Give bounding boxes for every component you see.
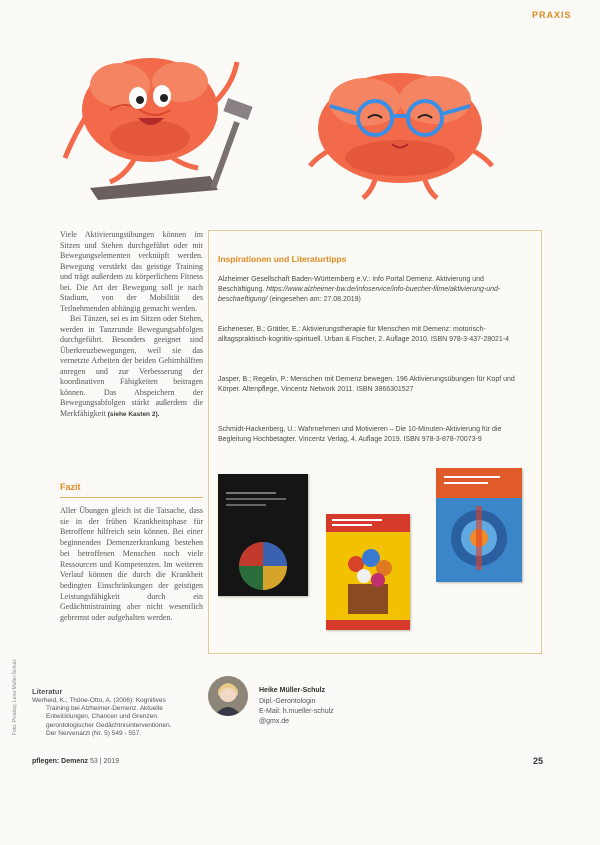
literature-entry: Werheid, K.; Thöne-Otto, A. (2006): Kognitives Training bei Alzheimer-Demenz. Aktuelle Entwicklungen, Chancen und Grenzen gerontologischer Gedächtnisinterventionen. Der Nervenarzt (Nr. 5) 549 - 557. <box>32 697 172 737</box>
author-avatar <box>208 676 248 716</box>
author-email-domain[interactable]: @gmx.de <box>259 718 290 725</box>
section-label: PRAXIS <box>532 10 572 20</box>
tip-suffix: (eingesehen am: 27.08.2019) <box>269 296 361 303</box>
fazit-paragraph: Aller Übungen gleich ist die Tatsache, dass sie in der frühen Krankheitsphase für Betroffene hilfreich sein können. Bei einer beginnenden Demenzerkrankung bestehen bei betroffenen Menschen noch viele Ressourcen und Kompetenzen. Im weiteren Verlauf können die durch die Krankheit bedingten Einschränkungen der geistigen Leistungsfähigkeit durch ein Gedächtnistraining aber nicht wesentlich gebremst oder aufgehalten werden. <box>60 506 203 623</box>
literature-heading: Literatur <box>32 687 63 696</box>
issue-number: 53 | 2019 <box>89 758 120 765</box>
book-cover-2 <box>326 514 410 630</box>
book-cover-3 <box>436 468 522 582</box>
glasses-brain-icon <box>310 73 492 198</box>
body-paragraph-2-text: Bei Tänzen, sei es im Sitzen oder Stehen, werden in Tanzrunde Bewegungsabfolgen durchgeführt. Besonders geeignet sind Überkreuzbewegungen, weil sie das vernetzte Arbeiten der beiden Gehirnhälften anregen und zur Verbesserung der koordinativen Fähigkeiten beitragen können. Das Abspeichern der Bewegungsabfolgen stärkt außerdem die Merkfähigkeit <box>60 314 203 418</box>
tip-url[interactable]: https://www.alzheimer-bw.de/infoservice/info-buecher-filme/aktivierung-und-beschaeftigung/ <box>218 286 501 303</box>
fazit-divider <box>60 497 203 498</box>
brain-illustration <box>40 40 570 220</box>
tip-item <box>218 375 530 395</box>
tip-item <box>218 275 530 305</box>
tip-text: Schmidt-Hackenberg, U.: Wahrnehmen und Motivieren – Die 10-Minuten-Aktivierung für die Begleitung Hochbetagter. Vincentz Verlag, 4. Auflage 2019. ISBN 978-3-878-70073-9 <box>218 426 502 443</box>
author-email[interactable]: E-Mail: h.mueller-schulz <box>259 708 334 715</box>
footer-magazine <box>32 758 119 765</box>
author-name: Heike Müller-Schulz <box>259 687 326 694</box>
body-paragraph-1: Viele Aktivierungsübungen können im Sitzen und Stehen durchgeführt oder mit Bewegungselementen verknüpft werden. Bewegung verstärkt das geistige Training und trägt außerdem zu körperlichem Fitness bei. Die Art der Bewegung soll je nach Stadium, von der Mobilität des Teilnehmenden abhängig gemacht werden. <box>60 230 203 313</box>
tip-text: Alzheimer Gesellschaft Baden-Württemberg e.V.: Info Portal Demenz. Aktivierung und Beschäftigung. <box>218 276 484 293</box>
tip-text: Jasper, B.; Regelin, P.: Menschen mit Demenz bewegen. 196 Aktivierungsübungen für Kopf und Körper. Altenpflege, Vincentz Network 2011. ISBN 3866301527 <box>218 376 515 393</box>
tip-text: Eicheneser, B.; Grätler, E.: Aktivierungstherapie für Menschen mit Demenz: motorisch-alltagspraktisch-kognitiv-spirituell. Urban & Fischer, 2. Auflage 2010. ISBN 978-3-437-28021-4 <box>218 326 510 343</box>
tip-item <box>218 425 530 445</box>
fazit-heading: Fazit <box>60 482 81 492</box>
fazit-text <box>60 506 203 624</box>
magazine-name: pflegen: Demenz <box>32 758 89 765</box>
book-cover-1 <box>218 474 308 596</box>
tip-item <box>218 325 530 345</box>
photo-credit: Foto: Pixabay, Lena Muller-Schulz <box>12 659 18 735</box>
box-reference: (siehe Kasten 2). <box>107 410 160 418</box>
info-box-heading: Inspirationen und Literaturtipps <box>218 254 347 264</box>
page-number: 25 <box>533 756 544 766</box>
literature-reference <box>32 697 172 738</box>
author-title: Dipl.-Gerontologin <box>259 698 316 705</box>
body-text <box>60 230 203 420</box>
running-brain-icon <box>65 58 253 200</box>
body-paragraph-2 <box>60 314 203 420</box>
